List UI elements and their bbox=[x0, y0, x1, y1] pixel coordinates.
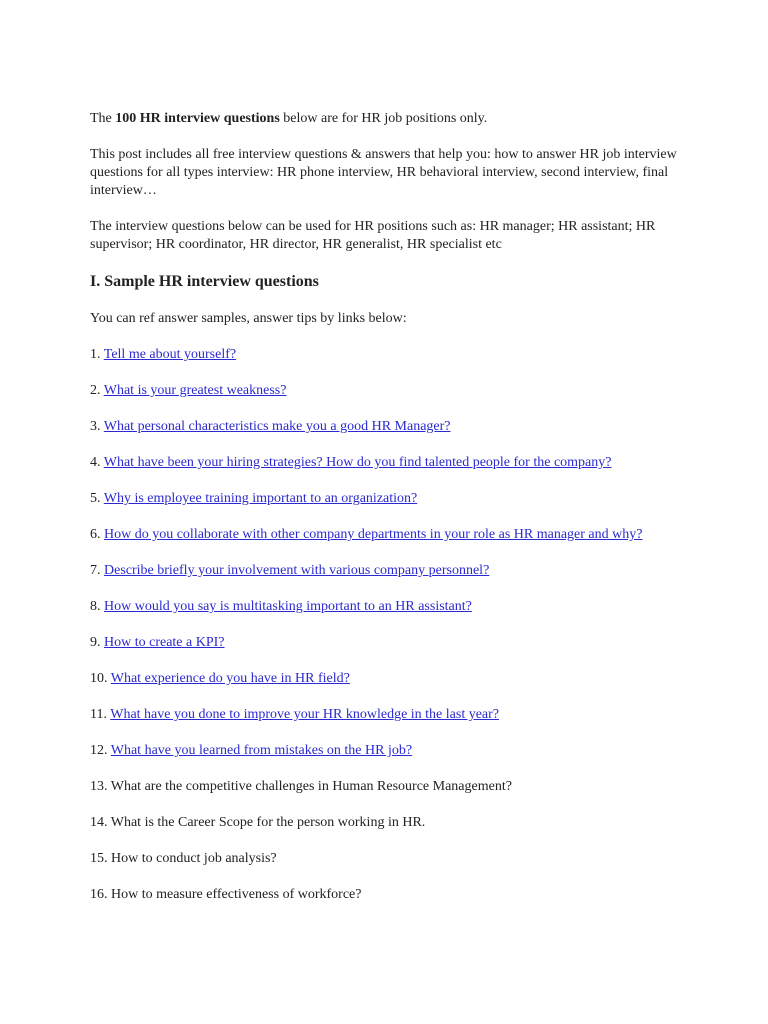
question-item bbox=[90, 562, 690, 580]
question-number: 7. bbox=[90, 563, 101, 578]
intro-lead: The bbox=[90, 111, 116, 126]
question-item bbox=[90, 454, 690, 472]
question-number: 15. bbox=[90, 851, 108, 866]
question-number: 14. bbox=[90, 815, 108, 830]
intro-bold-phrase: 100 HR interview questions bbox=[115, 111, 280, 126]
document-page bbox=[90, 110, 690, 922]
question-link[interactable]: Describe briefly your involvement with various company personnel? bbox=[104, 563, 490, 578]
question-link[interactable]: What personal characteristics make you a good HR Manager? bbox=[103, 419, 451, 434]
question-number: 13. bbox=[90, 779, 108, 794]
question-number: 2. bbox=[90, 383, 101, 398]
question-item bbox=[90, 886, 690, 904]
intro-paragraph-3: The interview questions below can be used for HR positions such as: HR manager; HR assistant; HR supervisor; HR coordinator, HR director, HR generalist, HR specialist etc bbox=[90, 219, 656, 252]
question-item bbox=[90, 526, 690, 544]
question-link[interactable]: What have been your hiring strategies? How do you find talented people for the company? bbox=[103, 455, 612, 470]
question-number: 6. bbox=[90, 527, 101, 542]
question-item bbox=[90, 598, 690, 616]
question-item bbox=[90, 850, 690, 868]
question-link[interactable]: What have you done to improve your HR knowledge in the last year? bbox=[110, 707, 500, 722]
question-link[interactable]: How to create a KPI? bbox=[104, 635, 225, 650]
question-link[interactable]: How would you say is multitasking important to an HR assistant? bbox=[104, 599, 472, 614]
question-item bbox=[90, 346, 690, 364]
question-item bbox=[90, 382, 690, 400]
question-item bbox=[90, 778, 690, 796]
question-number: 3. bbox=[90, 419, 101, 434]
question-link[interactable]: How do you collaborate with other company departments in your role as HR manager and why? bbox=[104, 527, 643, 542]
question-text: How to measure effectiveness of workforce? bbox=[111, 887, 362, 902]
intro-paragraph-2: This post includes all free interview questions & answers that help you: how to answer HR job interview questions for all types interview: HR phone interview, HR behavioral interview, second interview, final interview… bbox=[90, 147, 677, 198]
question-number: 5. bbox=[90, 491, 101, 506]
question-item bbox=[90, 706, 690, 724]
question-number: 12. bbox=[90, 743, 108, 758]
question-number: 11. bbox=[90, 707, 107, 722]
question-item bbox=[90, 814, 690, 832]
question-text: What is the Career Scope for the person working in HR. bbox=[110, 815, 426, 830]
intro-rest: below are for HR job positions only. bbox=[279, 111, 488, 126]
question-text: What are the competitive challenges in Human Resource Management? bbox=[110, 779, 512, 794]
question-number: 16. bbox=[90, 887, 108, 902]
question-number: 4. bbox=[90, 455, 101, 470]
question-item bbox=[90, 418, 690, 436]
question-item bbox=[90, 742, 690, 760]
question-link[interactable]: Why is employee training important to an organization? bbox=[103, 491, 418, 506]
question-number: 10. bbox=[90, 671, 108, 686]
question-number: 9. bbox=[90, 635, 101, 650]
question-number: 8. bbox=[90, 599, 101, 614]
question-link[interactable]: What is your greatest weakness? bbox=[103, 383, 287, 398]
question-item bbox=[90, 670, 690, 688]
question-text: How to conduct job analysis? bbox=[111, 851, 277, 866]
question-link[interactable]: Tell me about yourself? bbox=[103, 347, 237, 362]
question-link[interactable]: What experience do you have in HR field? bbox=[110, 671, 350, 686]
intro-paragraph bbox=[90, 110, 690, 128]
section-heading: I. Sample HR interview questions bbox=[90, 273, 319, 290]
question-list bbox=[90, 346, 690, 904]
question-item bbox=[90, 490, 690, 508]
question-item bbox=[90, 634, 690, 652]
question-link[interactable]: What have you learned from mistakes on the HR job? bbox=[110, 743, 413, 758]
question-number: 1. bbox=[90, 347, 101, 362]
section-subtext: You can ref answer samples, answer tips by links below: bbox=[90, 311, 407, 326]
